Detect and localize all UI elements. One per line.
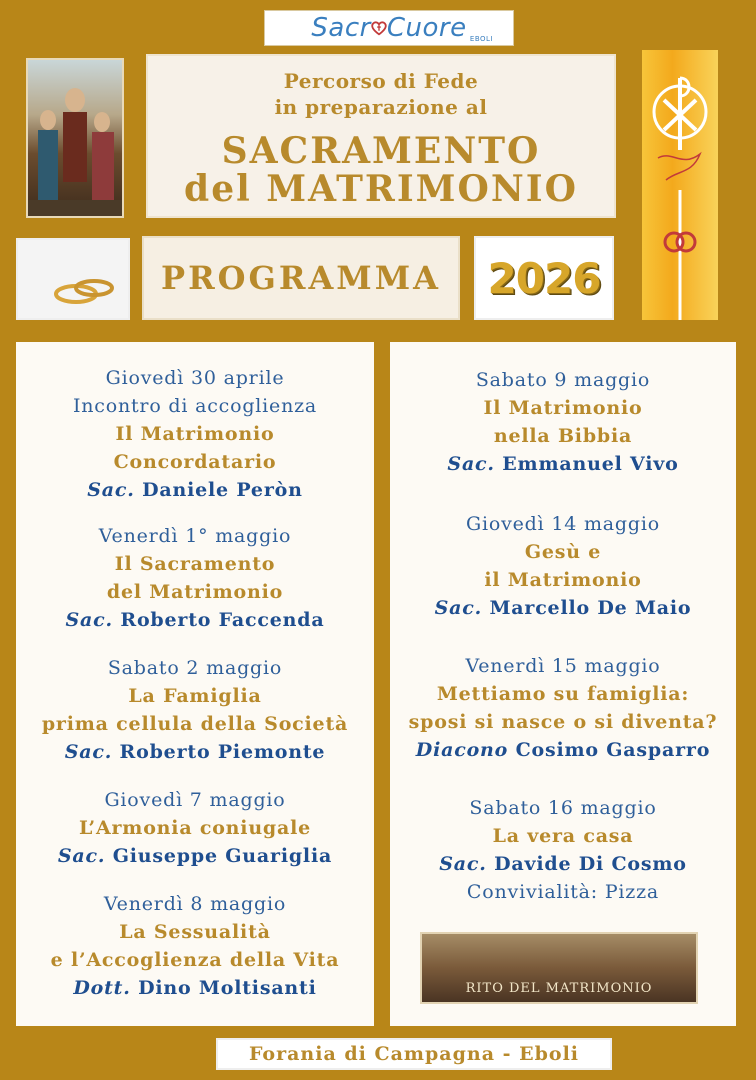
title-box: [146, 54, 616, 218]
event-title: Mettiamo su famiglia:: [436, 683, 690, 705]
schedule-right-column: [390, 342, 736, 1026]
rito-matrimonio-image: [420, 932, 698, 1004]
chi-rho-banner: [642, 50, 718, 320]
year-box: [474, 236, 614, 320]
event-title: La vera casa: [492, 825, 634, 847]
speaker-role: Dott.: [73, 977, 131, 999]
speaker-role: Sac.: [57, 845, 106, 867]
event-item: [390, 510, 736, 622]
speaker-name: Giuseppe Guariglia: [112, 845, 333, 867]
event-speaker: [390, 736, 736, 764]
event-speaker: [16, 476, 374, 504]
event-title: il Matrimonio: [484, 569, 642, 591]
speaker-role: Sac.: [64, 741, 113, 763]
speaker-role: Sac.: [65, 609, 113, 631]
event-title: sposi si nasce o si diventa?: [408, 711, 718, 733]
title-matrimonio: del MATRIMONIO: [184, 168, 578, 210]
painting-figures: [28, 60, 122, 216]
programma-box: [142, 236, 460, 320]
title-line-2: in preparazione al: [274, 95, 488, 119]
event-date: Giovedì 14 maggio: [466, 513, 660, 535]
event-date: Giovedì 30 aprile: [105, 367, 285, 389]
event-title: Gesù e: [524, 541, 602, 563]
speaker-name: Roberto Faccenda: [120, 609, 325, 631]
speaker-role: Sac.: [434, 597, 483, 619]
logo-text-left: Sacr: [311, 13, 371, 43]
event-speaker: [16, 842, 374, 870]
event-speaker: [390, 450, 736, 478]
event-title: La Sessualità: [119, 921, 271, 943]
event-item: [390, 652, 736, 764]
event-date: Venerdì 8 maggio: [103, 893, 287, 915]
chi-rho-icon: [642, 50, 718, 320]
event-item: [16, 786, 374, 870]
year-label: 2026: [487, 253, 601, 303]
event-item: [16, 522, 374, 634]
event-title: Concordatario: [113, 451, 277, 473]
speaker-name: Davide Di Cosmo: [494, 853, 687, 875]
event-speaker: [390, 850, 736, 878]
title-line-1: Percorso di Fede: [283, 69, 479, 93]
speaker-role: Diacono: [415, 739, 509, 761]
event-title: L’Armonia coniugale: [78, 817, 312, 839]
footer-text: Forania di Campagna - Eboli: [248, 1043, 580, 1065]
event-item: [390, 366, 736, 478]
event-subtitle: Incontro di accoglienza: [72, 395, 318, 417]
speaker-name: Emmanuel Vivo: [502, 453, 679, 475]
speaker-name: Roberto Piemonte: [119, 741, 326, 763]
event-speaker: [16, 606, 374, 634]
event-date: Sabato 16 maggio: [469, 797, 657, 819]
event-speaker: [390, 594, 736, 622]
event-title: del Matrimonio: [106, 581, 284, 603]
event-title: prima cellula della Società: [41, 713, 349, 735]
event-date: Sabato 2 maggio: [107, 657, 283, 679]
sacro-cuore-logo: [264, 10, 514, 46]
event-title: Il Sacramento: [114, 553, 276, 575]
event-date: Venerdì 15 maggio: [465, 655, 661, 677]
event-title: e l’Accoglienza della Vita: [50, 949, 340, 971]
marriage-painting: [26, 58, 124, 218]
event-item: [390, 794, 736, 906]
event-speaker: [16, 738, 374, 766]
event-date: Sabato 9 maggio: [475, 369, 651, 391]
speaker-name: Cosimo Gasparro: [515, 739, 711, 761]
heart-cross-icon: [370, 19, 388, 37]
event-date: Giovedì 7 maggio: [104, 789, 286, 811]
speaker-name: Daniele Peròn: [142, 479, 303, 501]
speaker-name: Marcello De Maio: [489, 597, 692, 619]
rings-icon: [18, 240, 128, 318]
event-title: La Famiglia: [128, 685, 262, 707]
event-item: [16, 890, 374, 1002]
programma-label: PROGRAMMA: [161, 259, 441, 297]
event-date: Venerdì 1° maggio: [98, 525, 292, 547]
schedule-left-column: [16, 342, 374, 1026]
speaker-role: Sac.: [439, 853, 487, 875]
event-note: Convivialità: Pizza: [466, 881, 660, 903]
speaker-role: Sac.: [87, 479, 135, 501]
event-item: [16, 654, 374, 766]
event-title: Il Matrimonio: [483, 397, 643, 419]
event-title: Il Matrimonio: [115, 423, 275, 445]
logo-subtitle: EBOLI: [469, 35, 493, 43]
event-item: [16, 364, 374, 504]
event-title: nella Bibbia: [493, 425, 633, 447]
speaker-name: Dino Moltisanti: [138, 977, 317, 999]
event-speaker: [16, 974, 374, 1002]
speaker-role: Sac.: [447, 453, 495, 475]
logo-text-right: Cuore: [386, 13, 467, 43]
wedding-rings-image: [16, 238, 130, 320]
title-sacramento: SACRAMENTO: [221, 130, 541, 172]
footer-box: [216, 1038, 612, 1070]
rito-caption: RITO DEL MATRIMONIO: [465, 981, 653, 996]
